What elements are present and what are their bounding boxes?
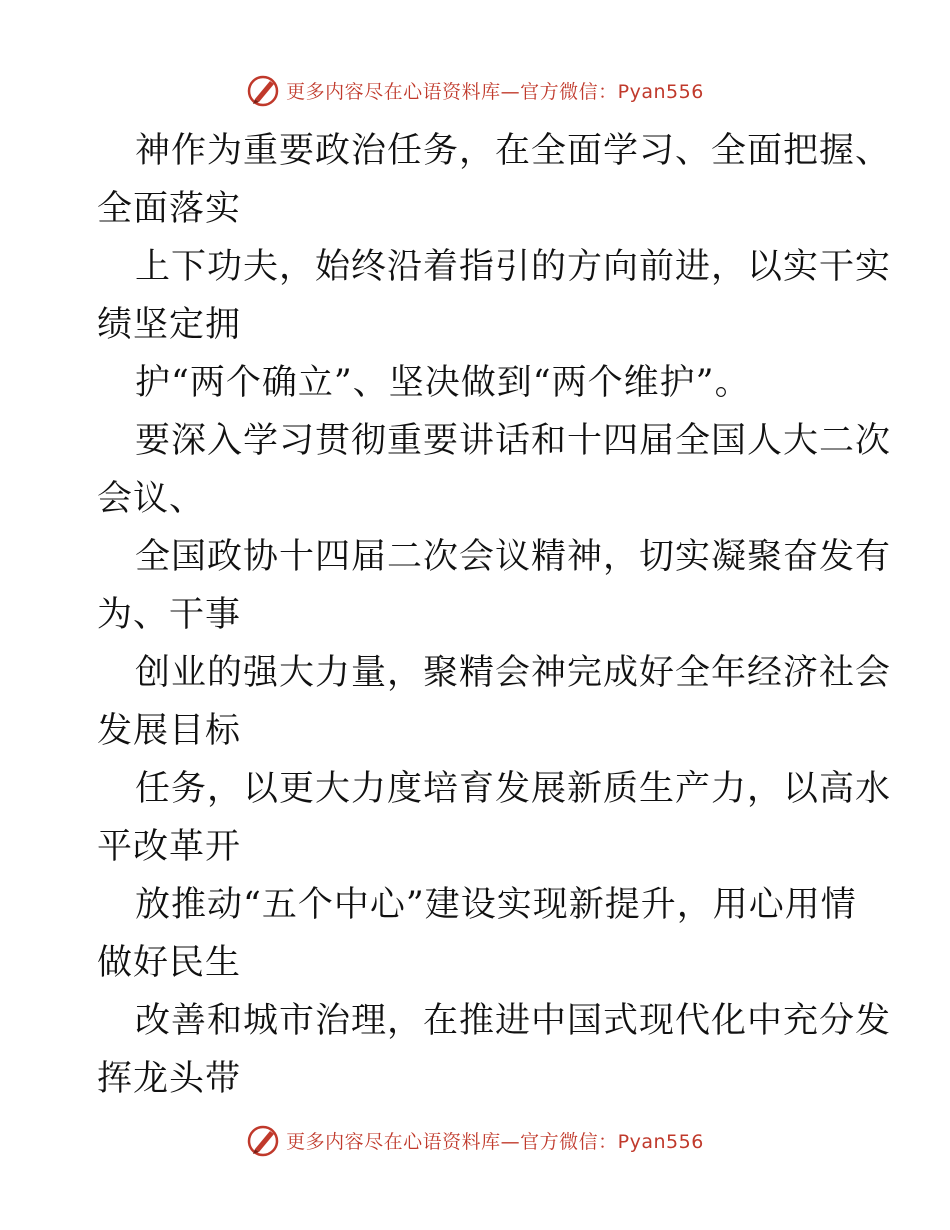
text-line: 创业的强大力量，聚精会神完成好全年经济社会 xyxy=(135,653,892,693)
pen-logo-icon xyxy=(246,73,280,107)
text-line: 发展目标 xyxy=(97,711,242,751)
watermark-text: 更多内容尽在心语资料库—官方微信：Pyan556 xyxy=(286,1130,704,1153)
footer-watermark xyxy=(0,1120,950,1160)
text-line: 任务，以更大力度培育发展新质生产力，以高水 xyxy=(135,769,892,809)
text-line: 平改革开 xyxy=(97,827,242,867)
header-watermark xyxy=(0,70,950,110)
text-line: 为、干事 xyxy=(97,595,242,635)
text-line: 神作为重要政治任务，在全面学习、全面把握、 xyxy=(135,131,892,171)
document-body xyxy=(97,122,892,1108)
text-line: 绩坚定拥 xyxy=(97,305,242,345)
text-line: 全面落实 xyxy=(97,189,242,229)
text-line: 挥龙头带 xyxy=(97,1059,242,1099)
watermark-text: 更多内容尽在心语资料库—官方微信：Pyan556 xyxy=(286,80,704,103)
text-line: 要深入学习贯彻重要讲话和十四届全国人大二次 xyxy=(135,421,892,461)
text-line: 放推动“五个中心”建设实现新提升，用心用情 xyxy=(135,885,857,925)
pen-logo-icon xyxy=(246,1123,280,1157)
text-line: 会议、 xyxy=(97,479,206,519)
text-line: 全国政协十四届二次会议精神，切实凝聚奋发有 xyxy=(135,537,892,577)
text-line: 护“两个确立”、坚决做到“两个维护”。 xyxy=(135,363,751,403)
text-line: 上下功夫，始终沿着指引的方向前进，以实干实 xyxy=(135,247,892,287)
text-line: 做好民生 xyxy=(97,943,242,983)
text-line: 改善和城市治理，在推进中国式现代化中充分发 xyxy=(135,1001,892,1041)
